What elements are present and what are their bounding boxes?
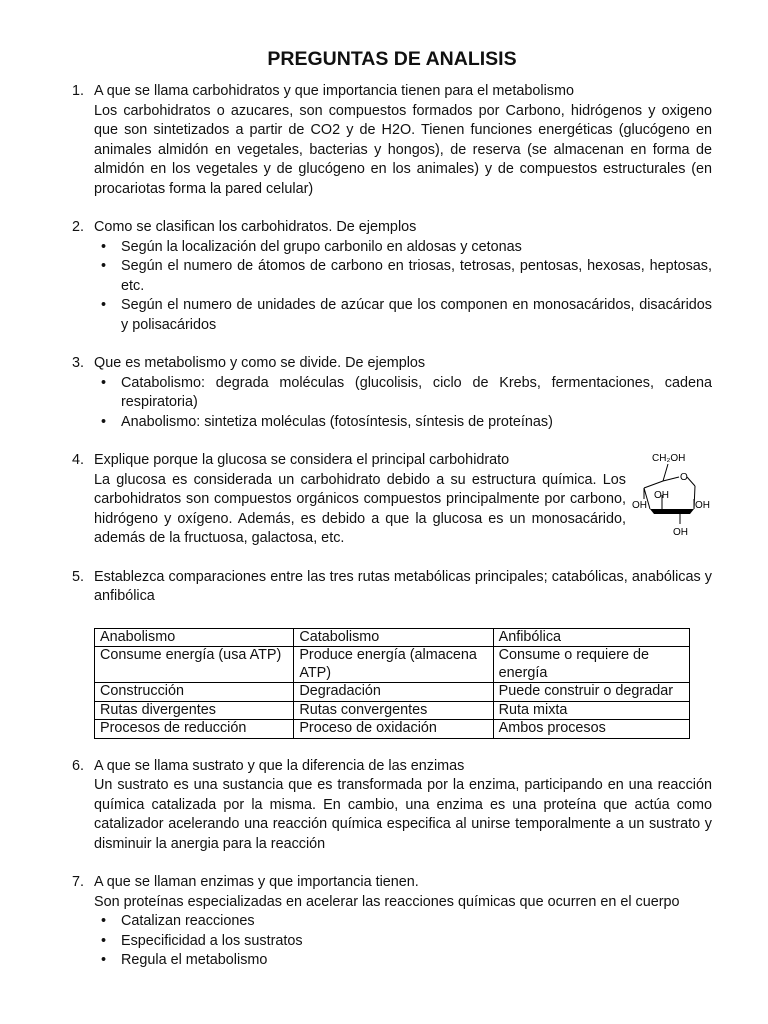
bullet-item: • Anabolismo: sintetiza moléculas (fotosíntesis, síntesis de proteínas) (94, 413, 712, 433)
bullet-item: • Según la localización del grupo carbonilo en aldosas y cetonas (94, 238, 712, 258)
ch2oh-bond (663, 464, 668, 481)
ring-bond (663, 477, 679, 481)
table-cell: Puede construir o degradar (493, 683, 689, 702)
question-number: 2. (72, 219, 85, 235)
table-cell: Rutas convergentes (294, 701, 493, 720)
oh-inner-label: OH (654, 490, 669, 501)
question-title: A que se llaman enzimas y que importancia tienen. (94, 874, 419, 890)
table-cell: Ambos procesos (493, 720, 689, 739)
question-4-text (94, 451, 626, 549)
ring-bond (644, 481, 663, 488)
question-4 (72, 451, 712, 549)
table-row (95, 683, 690, 702)
ring-front-edge (650, 509, 694, 514)
question-number: 6. (72, 757, 85, 774)
ch2oh-label: CH₂OH (652, 453, 686, 464)
question-list (72, 82, 712, 607)
question-number: 3. (72, 355, 85, 371)
question-1 (72, 82, 712, 199)
oh-bottom-label: OH (673, 527, 688, 537)
table-cell: Produce energía (almacena ATP) (294, 647, 493, 683)
question-number: 1. (72, 83, 85, 99)
table-row (95, 701, 690, 720)
question-number: 4. (72, 452, 85, 468)
table-cell: Procesos de reducción (95, 720, 294, 739)
table-header-cell: Catabolismo (294, 628, 493, 647)
ring-bond (687, 477, 695, 486)
spacer (72, 739, 712, 757)
bullet-list (94, 238, 712, 336)
answer-text: La glucosa es considerada un carbohidrato debido a su estructura química. Los carbohidratos son compuestos orgánicos compuestos principalmente por carbono, hidrógeno y oxígeno. Además, es debido a que la glucosa es un monosacárido, además de la fructuosa, galactosa, etc. (94, 471, 626, 546)
oh-right-label: OH (695, 500, 710, 511)
table-row (95, 647, 690, 683)
table-header-cell: Anabolismo (95, 628, 294, 647)
oh-left-label: OH (632, 500, 647, 511)
table-header-row (95, 628, 690, 647)
question-list-continued (72, 757, 712, 971)
bullet-list (94, 912, 712, 971)
question-title: Que es metabolismo y como se divide. De ejemplos (94, 355, 426, 371)
question-title: A que se llama carbohidratos y que importancia tienen para el metabolismo (94, 83, 574, 99)
answer-text: Son proteínas especializadas en acelerar las reacciones químicas que ocurren en el cuerpo (94, 893, 680, 910)
question-3 (72, 354, 712, 432)
glucose-structure-figure (632, 451, 712, 537)
table-cell: Degradación (294, 683, 493, 702)
question-2 (72, 218, 712, 335)
page-title: PREGUNTAS DE ANALISIS (267, 48, 517, 70)
bullet-item: • Regula el metabolismo (94, 951, 712, 971)
bullet-list (94, 374, 712, 433)
question-number: 7. (72, 874, 85, 890)
question-title: Explique porque la glucosa se considera el principal carbohidrato (94, 452, 510, 468)
table-cell: Consume o requiere de energía (493, 647, 689, 683)
table-cell: Proceso de oxidación (294, 720, 493, 739)
table-row (95, 720, 690, 739)
bullet-item: • Especificidad a los sustratos (94, 932, 712, 952)
answer-text: Los carbohidratos o azucares, son compuestos formados por Carbono, hidrógenos y oxigeno que son sintetizados a partir de CO2 y de H2O. Tienen funciones energéticas (glucógeno en animales almidón en vegetales, bacterias y hongos), de reserva (se almacenan en forma de almidón en los vegetales y de glucógeno en los animales) y de compuestos estructurales (en procariotas forma la pared celular) (94, 102, 712, 197)
question-7 (72, 873, 712, 971)
answer-text: Un sustrato es una sustancia que es transformada por la enzima, participando en una reacción química catalizada por la misma. En cambio, una enzima es una proteína que actúa como catalizador acelerando una reacción química especifica al unirse temporalmente a un sustrato y disminuir la anergia para la reacción (94, 777, 712, 852)
table-cell: Construcción (95, 683, 294, 702)
table-cell: Ruta mixta (493, 701, 689, 720)
bullet-item: • Catabolismo: degrada moléculas (glucolisis, ciclo de Krebs, fermentaciones, cadena respiratoria) (94, 374, 712, 413)
question-number: 5. (72, 568, 85, 585)
question-5 (72, 568, 712, 607)
question-title: Como se clasifican los carbohidratos. De ejemplos (94, 219, 417, 235)
table-cell: Rutas divergentes (95, 701, 294, 720)
comparison-table (94, 628, 690, 739)
table-header-cell: Anfibólica (493, 628, 689, 647)
bullet-item: • Catalizan reacciones (94, 912, 712, 932)
question-title: A que se llama sustrato y que la diferencia de las enzimas (94, 757, 465, 774)
question-title: Establezca comparaciones entre las tres rutas metabólicas principales; catabólicas, anabólicas y anfibólica (94, 568, 712, 604)
table-cell: Consume energía (usa ATP) (95, 647, 294, 683)
bullet-item: • Según el numero de átomos de carbono en triosas, tetrosas, pentosas, hexosas, heptosas, etc. (94, 257, 712, 296)
document-page (72, 46, 712, 990)
bullet-item: • Según el numero de unidades de azúcar que los componen en monosacáridos, disacáridos y polisacáridos (94, 296, 712, 335)
question-6 (72, 757, 712, 855)
ring-oxygen-label: O (680, 472, 688, 483)
